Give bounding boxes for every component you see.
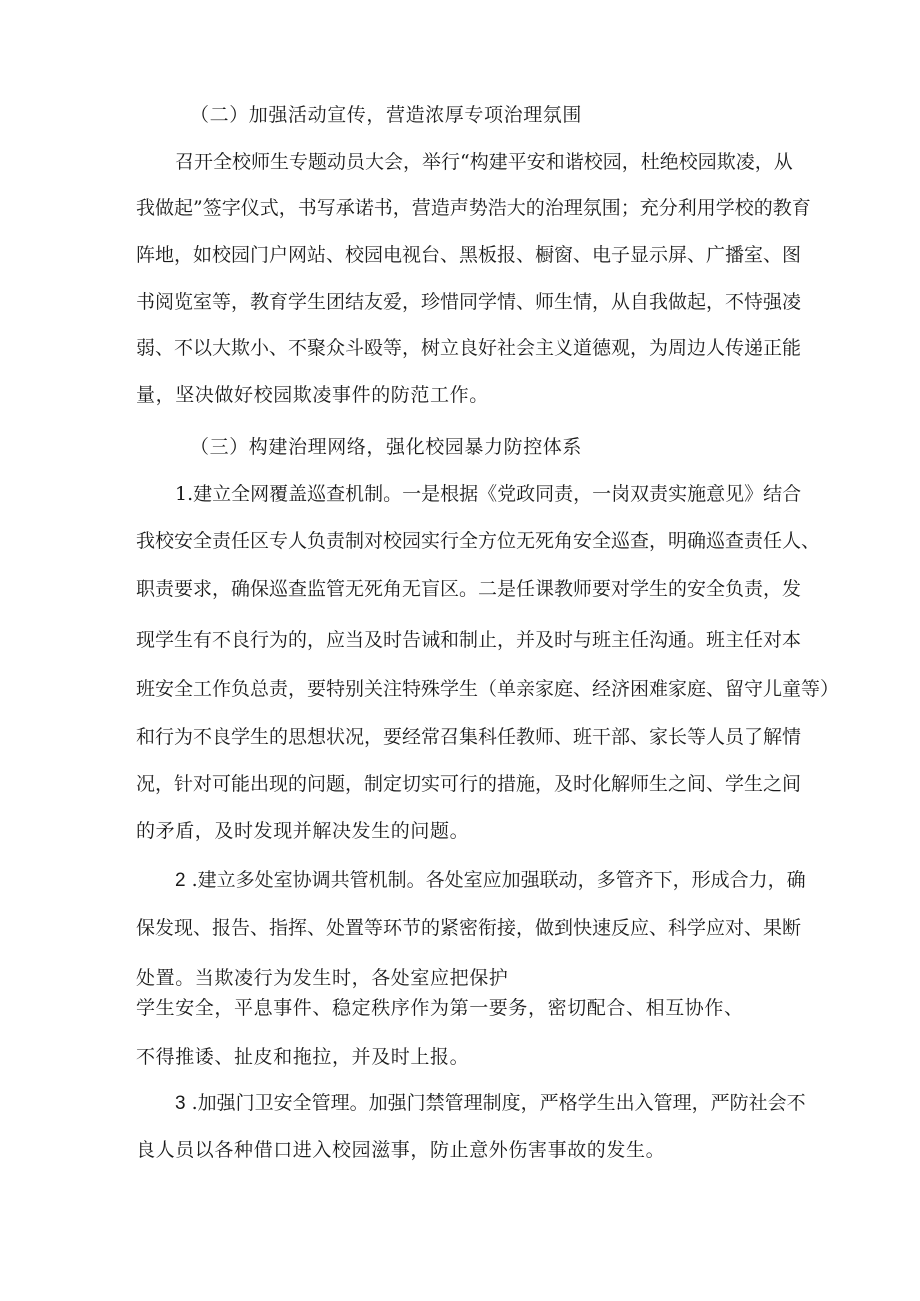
- paragraph-line: 不得推诿、扯皮和拖拉，并及时上报。: [136, 1046, 470, 1068]
- paragraph-line: 况，针对可能出现的问题，制定切实可行的措施，及时化解师生之间、学生之间: [136, 773, 802, 795]
- paragraph-line: 班安全工作负总责，要特别关注特殊学生（单亲家庭、经济困难家庭、留守儿童等）: [136, 678, 840, 700]
- paragraph-line: 职责要求，确保巡查监管无死角无盲区。二是任课教师要对学生的安全负责，发: [136, 578, 802, 600]
- section-heading-3: （三）构建治理网络，强化校园暴力防控体系: [190, 436, 583, 458]
- paragraph-line: 弱、不以大欺小、不聚众斗殴等，树立良好社会主义道德观，为周边人传递正能: [136, 337, 802, 359]
- paragraph-line: 现学生有不良行为的，应当及时告诫和制止，并及时与班主任沟通。班主任对本: [136, 629, 802, 651]
- paragraph-line: 的矛盾，及时发现并解决发生的问题。: [136, 820, 470, 842]
- paragraph-line: 良人员以各种借口进入校园滋事，防止意外伤害事故的发生。: [136, 1139, 666, 1161]
- paragraph-line: 我做起”签字仪式，书写承诺书，营造声势浩大的治理氛围；充分利用学校的教育: [136, 197, 811, 219]
- paragraph-line: [175, 868, 806, 893]
- paragraph-line: 1.建立全网覆盖巡查机制。一是根据《党政同责，一岗双责实施意见》结合: [175, 483, 802, 505]
- paragraph-line: 阵地，如校园门户网站、校园电视台、黑板报、橱窗、电子显示屏、广播室、图: [136, 244, 802, 266]
- paragraph-line: 和行为不良学生的思想状况，要经常召集科任教师、班干部、家长等人员了解情: [136, 726, 802, 748]
- item-number: 3: [175, 1093, 186, 1114]
- item-text: .建立多处室协调共管机制。各处室应加强联动，多管齐下，形成合力，确: [191, 869, 806, 891]
- item-text: .加强门卫安全管理。加强门禁管理制度，严格学生出入管理，严防社会不: [191, 1092, 806, 1114]
- paragraph-line: 处置。当欺凌行为发生时，各处室应把保护: [136, 967, 509, 989]
- paragraph-line: [175, 1091, 806, 1116]
- paragraph-line: 召开全校师生专题动员大会，举行“构建平安和谐校园，杜绝校园欺凌，从: [175, 151, 793, 173]
- paragraph-line: 书阅览室等，教育学生团结友爱，珍惜同学情、师生情，从自我做起，不恃强凌: [136, 291, 802, 313]
- paragraph-line: 我校安全责任区专人负责制对校园实行全方位无死角安全巡查，明确巡查责任人、: [136, 530, 821, 552]
- paragraph-line: 保发现、报告、指挥、处置等环节的紧密衔接，做到快速反应、科学应对、果断: [136, 917, 802, 939]
- paragraph-line: 量，坚决做好校园欺凌事件的防范工作。: [136, 384, 489, 406]
- item-number: 2: [175, 870, 186, 891]
- section-heading-2: （二）加强活动宣传，营造浓厚专项治理氛围: [190, 104, 583, 126]
- paragraph-line: 学生安全，平息事件、稳定秩序作为第一要务，密切配合、相互协作、: [136, 997, 744, 1019]
